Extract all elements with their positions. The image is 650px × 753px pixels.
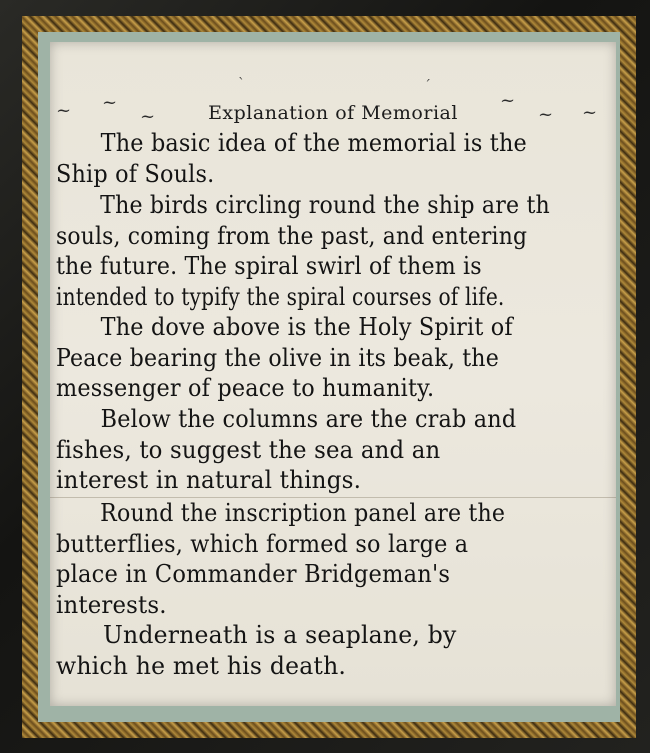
paragraph-butterflies: [56, 498, 616, 620]
ink-mark: ˊ: [424, 78, 431, 94]
text-line: Peace bearing the olive in its beak, the: [56, 343, 499, 372]
swash-ornament: ~: [102, 92, 118, 113]
swash-ornament: ~: [582, 102, 598, 123]
text-line: Round the inscription panel are the: [100, 499, 506, 527]
text-line: The dove above is the Holy Spirit of: [100, 313, 513, 341]
text-line: The basic idea of the memorial is the: [100, 129, 527, 157]
text-line: which he met his death.: [56, 651, 347, 680]
swash-ornament: ~: [140, 106, 156, 127]
swash-ornament: ~: [56, 100, 72, 121]
paragraph-crab-fishes: [56, 404, 616, 496]
text-line: messenger of peace to humanity.: [56, 374, 435, 402]
paragraph-seaplane: [56, 620, 616, 681]
text-line: interest in natural things.: [56, 466, 362, 494]
text-line: place in Commander Bridgeman's: [56, 560, 451, 588]
swash-ornament: ~: [538, 104, 554, 125]
text-line: fishes, to suggest the sea and an: [56, 435, 441, 464]
text-line: interests.: [56, 590, 167, 619]
text-line: Ship of Souls.: [56, 159, 215, 188]
ink-mark: ˋ: [238, 76, 245, 92]
paragraph-ship-of-souls: [56, 128, 616, 189]
document-title-row: [50, 102, 616, 124]
text-line: Below the columns are the crab and: [100, 405, 517, 433]
text-line: souls, coming from the past, and entering: [56, 221, 528, 250]
memorial-document: [50, 42, 616, 706]
text-line: The birds circling round the ship are th: [100, 191, 550, 219]
text-line: the future. The spiral swirl of them is: [56, 252, 482, 280]
paragraph-dove: [56, 312, 616, 404]
text-line: intended to typify the spiral courses of life.: [56, 282, 505, 311]
document-title: Explanation of Memorial: [208, 102, 458, 124]
paragraph-birds: [56, 190, 616, 312]
text-line: Underneath is a seaplane, by: [103, 621, 457, 649]
text-line: butterflies, which formed so large a: [56, 529, 469, 558]
swash-ornament: ~: [500, 90, 516, 111]
